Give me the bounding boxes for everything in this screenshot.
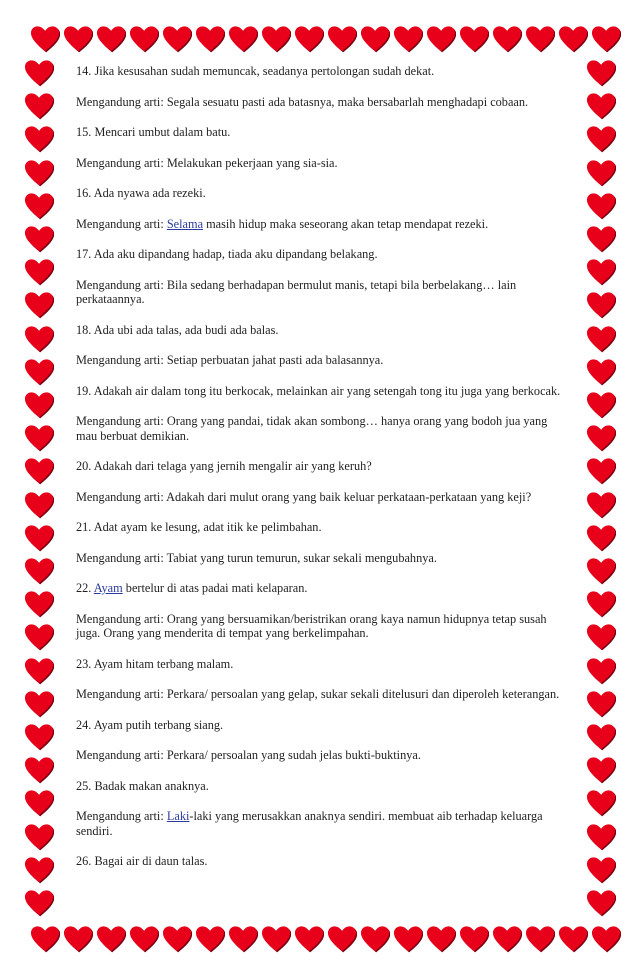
heart-icon bbox=[360, 24, 390, 54]
heart-icon bbox=[492, 24, 522, 54]
paragraph-text: 19. Adakah air dalam tong itu berkocak, melainkan air yang setengah tong itu juga yang berkocak. bbox=[76, 383, 561, 398]
heart-icon bbox=[586, 755, 616, 785]
heart-icon bbox=[492, 924, 522, 954]
paragraph bbox=[76, 64, 566, 79]
heart-icon bbox=[96, 924, 126, 954]
paragraph bbox=[76, 459, 566, 474]
heart-icon bbox=[24, 91, 54, 121]
heart-icon bbox=[24, 456, 54, 486]
heart-icon bbox=[586, 656, 616, 686]
paragraph bbox=[76, 612, 566, 641]
heart-icon bbox=[24, 722, 54, 752]
heart-icon bbox=[558, 924, 588, 954]
heart-icon bbox=[63, 24, 93, 54]
heart-icon bbox=[426, 24, 456, 54]
paragraph bbox=[76, 520, 566, 535]
heart-icon bbox=[24, 656, 54, 686]
paragraph bbox=[76, 156, 566, 171]
heart-icon bbox=[327, 24, 357, 54]
paragraph bbox=[76, 779, 566, 794]
heart-icon bbox=[162, 924, 192, 954]
heart-icon bbox=[586, 191, 616, 221]
inline-link[interactable]: Selama bbox=[166, 216, 204, 231]
paragraph-text: Mengandung arti: bbox=[76, 216, 167, 231]
heart-icon bbox=[24, 324, 54, 354]
paragraph-text: -laki yang merusakkan anaknya sendiri. membuat aib terhadap keluarga sendiri. bbox=[76, 809, 543, 838]
heart-icon bbox=[24, 855, 54, 885]
heart-icon bbox=[294, 24, 324, 54]
heart-icon bbox=[24, 58, 54, 88]
heart-icon bbox=[586, 224, 616, 254]
heart-icon bbox=[24, 390, 54, 420]
paragraph-text: 26. Bagai air di daun talas. bbox=[76, 854, 208, 868]
paragraph bbox=[76, 748, 566, 763]
heart-icon bbox=[24, 556, 54, 586]
paragraph-text: 20. Adakah dari telaga yang jernih mengalir air yang keruh? bbox=[76, 459, 372, 473]
heart-icon bbox=[24, 124, 54, 154]
paragraph bbox=[76, 247, 566, 262]
heart-icon bbox=[30, 24, 60, 54]
heart-icon bbox=[24, 423, 54, 453]
heart-icon bbox=[24, 523, 54, 553]
heart-icon bbox=[586, 490, 616, 520]
heart-icon bbox=[24, 257, 54, 287]
heart-icon bbox=[586, 855, 616, 885]
heart-icon bbox=[586, 589, 616, 619]
heart-icon bbox=[591, 924, 621, 954]
paragraph-text: masih hidup maka seseorang akan tetap mendapat rezeki. bbox=[203, 216, 489, 231]
heart-icon bbox=[586, 124, 616, 154]
heart-icon bbox=[228, 24, 258, 54]
inline-link[interactable]: Laki bbox=[166, 809, 190, 823]
heart-icon bbox=[129, 924, 159, 954]
paragraph-text: 14. Jika kesusahan sudah memuncak, seadanya pertolongan sudah dekat. bbox=[76, 64, 435, 78]
paragraph bbox=[76, 581, 566, 596]
heart-icon bbox=[63, 924, 93, 954]
heart-icon bbox=[586, 689, 616, 719]
heart-icon bbox=[24, 490, 54, 520]
paragraph bbox=[76, 278, 566, 307]
paragraph-text: Mengandung arti: Adakah dari mulut orang yang baik keluar perkataan-perkataan yang keji? bbox=[76, 489, 532, 504]
paragraph bbox=[76, 384, 566, 399]
paragraph bbox=[76, 551, 566, 566]
heart-icon bbox=[24, 158, 54, 188]
heart-icon bbox=[129, 24, 159, 54]
heart-icon bbox=[24, 788, 54, 818]
paragraph-text: Mengandung arti: Setiap perbuatan jahat pasti ada balasannya. bbox=[76, 353, 384, 367]
paragraph-text: Mengandung arti: bbox=[76, 809, 167, 823]
heart-icon bbox=[586, 788, 616, 818]
paragraph-text: Mengandung arti: Melakukan pekerjaan yang sia-sia. bbox=[76, 155, 338, 170]
heart-icon bbox=[586, 357, 616, 387]
heart-icon bbox=[459, 924, 489, 954]
heart-icon bbox=[24, 689, 54, 719]
paragraph-text: 17. Ada aku dipandang hadap, tiada aku dipandang belakang. bbox=[76, 247, 378, 261]
heart-icon bbox=[24, 191, 54, 221]
paragraph-text: 16. Ada nyawa ada rezeki. bbox=[76, 186, 206, 200]
heart-icon bbox=[586, 58, 616, 88]
heart-icon bbox=[30, 924, 60, 954]
heart-icon bbox=[24, 822, 54, 852]
heart-icon bbox=[525, 24, 555, 54]
heart-icon bbox=[360, 924, 390, 954]
paragraph bbox=[76, 718, 566, 733]
heart-icon bbox=[586, 888, 616, 918]
heart-icon bbox=[586, 390, 616, 420]
paragraph-text: bertelur di atas padai mati kelaparan. bbox=[122, 581, 308, 595]
paragraph bbox=[76, 95, 566, 110]
heart-icon bbox=[586, 257, 616, 287]
heart-icon bbox=[24, 622, 54, 652]
heart-icon bbox=[393, 924, 423, 954]
paragraph bbox=[76, 657, 566, 672]
paragraph-text: 25. Badak makan anaknya. bbox=[76, 778, 209, 793]
heart-icon bbox=[195, 924, 225, 954]
heart-icon bbox=[459, 24, 489, 54]
paragraph-text: Mengandung arti: Perkara/ persoalan yang gelap, sukar sekali ditelusuri dan diperoleh keterangan. bbox=[76, 687, 560, 701]
heart-icon bbox=[591, 24, 621, 54]
heart-icon bbox=[586, 556, 616, 586]
paragraph-text: Mengandung arti: Perkara/ persoalan yang sudah jelas bukti-buktinya. bbox=[76, 748, 421, 762]
paragraph bbox=[76, 809, 566, 838]
heart-icon bbox=[294, 924, 324, 954]
heart-icon bbox=[558, 24, 588, 54]
heart-icon bbox=[393, 24, 423, 54]
heart-icon bbox=[24, 357, 54, 387]
paragraph-text: 24. Ayam putih terbang siang. bbox=[76, 717, 224, 732]
paragraph-text: Mengandung arti: Segala sesuatu pasti ada batasnya, maka bersabarlah menghadapi cobaan. bbox=[76, 94, 529, 109]
heart-icon bbox=[586, 423, 616, 453]
heart-icon bbox=[24, 589, 54, 619]
heart-icon bbox=[586, 91, 616, 121]
heart-icon bbox=[586, 158, 616, 188]
heart-icon bbox=[586, 722, 616, 752]
heart-icon bbox=[24, 888, 54, 918]
heart-icon bbox=[261, 24, 291, 54]
paragraph bbox=[76, 854, 566, 869]
paragraph bbox=[76, 217, 566, 232]
heart-icon bbox=[586, 523, 616, 553]
paragraph-text: 22. bbox=[76, 581, 94, 595]
heart-icon bbox=[586, 324, 616, 354]
paragraph-text: 18. Ada ubi ada talas, ada budi ada balas. bbox=[76, 322, 279, 337]
heart-icon bbox=[24, 224, 54, 254]
paragraph bbox=[76, 687, 566, 702]
paragraph-text: 21. Adat ayam ke lesung, adat itik ke pelimbahan. bbox=[76, 520, 322, 534]
heart-icon bbox=[228, 924, 258, 954]
paragraph-text: 15. Mencari umbut dalam batu. bbox=[76, 125, 231, 139]
paragraph-text: Mengandung arti: Orang yang pandai, tidak akan sombong… hanya orang yang bodoh jua yang mau berbuat demikian. bbox=[76, 414, 548, 443]
proverb-list bbox=[76, 64, 566, 885]
paragraph bbox=[76, 323, 566, 338]
paragraph bbox=[76, 490, 566, 505]
paragraph bbox=[76, 186, 566, 201]
paragraph bbox=[76, 125, 566, 140]
heart-icon bbox=[586, 622, 616, 652]
paragraph-text: Mengandung arti: Bila sedang berhadapan bermulut manis, tetapi bila berbelakang… lain perkataannya. bbox=[76, 277, 517, 306]
paragraph-text: Mengandung arti: Tabiat yang turun temurun, sukar sekali mengubahnya. bbox=[76, 550, 437, 565]
heart-icon bbox=[586, 290, 616, 320]
heart-icon bbox=[96, 24, 126, 54]
paragraph bbox=[76, 353, 566, 368]
paragraph-text: Mengandung arti: Orang yang bersuamikan/beristrikan orang kaya namun hidupnya tetap susah juga. Orang yang menderita di tempat yang berkelimpahan. bbox=[76, 611, 547, 640]
inline-link[interactable]: Ayam bbox=[93, 581, 123, 595]
paragraph bbox=[76, 414, 566, 443]
heart-icon bbox=[24, 290, 54, 320]
heart-icon bbox=[162, 24, 192, 54]
heart-icon bbox=[327, 924, 357, 954]
heart-icon bbox=[261, 924, 291, 954]
heart-icon bbox=[586, 822, 616, 852]
heart-icon bbox=[195, 24, 225, 54]
heart-icon bbox=[426, 924, 456, 954]
heart-icon bbox=[586, 456, 616, 486]
paragraph-text: 23. Ayam hitam terbang malam. bbox=[76, 656, 234, 671]
heart-icon bbox=[24, 755, 54, 785]
heart-icon bbox=[525, 924, 555, 954]
